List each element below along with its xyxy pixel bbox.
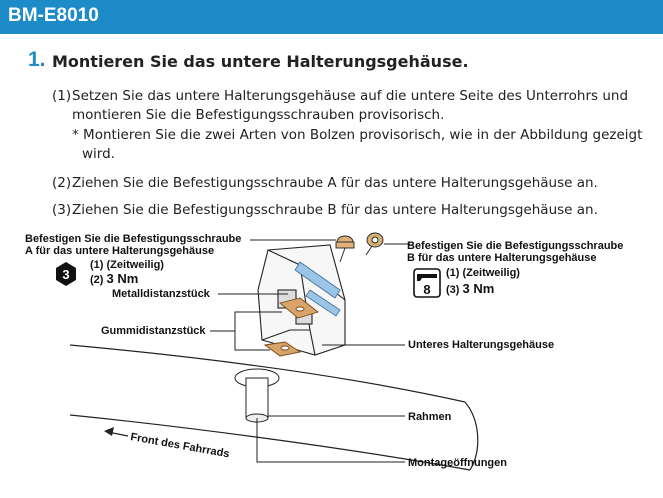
screw-a-label-line2: A für das untere Halterungsgehäuse [25,245,215,257]
screw-b-step2: (3) 3 Nm [446,281,495,296]
instruction-number: (1) [52,88,72,104]
instruction-text-line: Ziehen Sie die Befestigungsschraube A für das untere Halterungsgehäuse an. [72,175,598,191]
screw-b-label-line2: B für das untere Halterungsgehäuse [407,252,597,264]
svg-text:3: 3 [62,267,70,282]
mount-holes-label: Montageöffnungen [408,457,507,469]
instruction-number: (2) [52,175,72,191]
screw-a-label-line1: Befestigen Sie die Befestigungsschraube [25,233,242,245]
step-number: 1. [28,48,46,71]
hex-key-3-icon [56,262,76,286]
instruction-text-line: Setzen Sie das untere Halterungsgehäuse auf die untere Seite des Unterrohrs und [72,88,629,104]
frame-label: Rahmen [408,411,452,423]
instruction-number: (3) [52,202,72,218]
screw-b-label-line1: Befestigen Sie die Befestigungsschraube [407,240,624,252]
note-line: wird. [82,146,115,162]
instruction-text-line: montieren Sie die Befestigungsschrauben provisorisch. [72,107,445,123]
frame-tube-drawing [70,345,478,470]
model-title: BM-E8010 [8,5,99,26]
screw-b-step1: (1) (Zeitweilig) [446,267,520,279]
svg-text:8: 8 [423,282,431,297]
metal-spacer-label: Metalldistanzstück [112,288,210,300]
note-line: * Montieren Sie die zwei Arten von Bolzen provisorisch, wie in der Abbildung gezeigt [72,127,643,143]
screw-a-step1: (1) (Zeitweilig) [90,259,164,271]
rubber-spacer-label: Gummidistanzstück [101,325,206,337]
screw-a-drawing [336,236,354,262]
mount-hole-drawing [235,369,279,422]
wrench-8-icon [414,269,440,297]
screw-a-step2: (2) 3 Nm [90,271,139,286]
screw-b-drawing [366,233,383,255]
step-title: Montieren Sie das untere Halterungsgehäuse. [52,52,469,71]
front-label: Front des Fahrrads [129,431,231,461]
instruction-text-line: Ziehen Sie die Befestigungsschraube B für das untere Halterungsgehäuse an. [72,202,598,218]
lower-housing-label: Unteres Halterungsgehäuse [408,339,555,351]
front-arrow [104,427,230,460]
